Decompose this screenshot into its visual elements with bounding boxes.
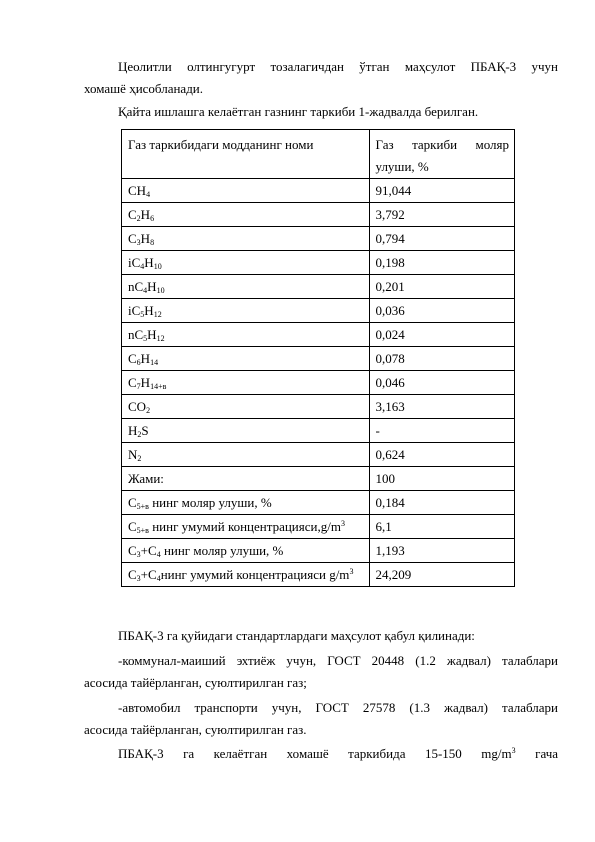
table-row: [122, 203, 515, 227]
component-name: $C_3H_8$: [122, 227, 370, 251]
table-row: [122, 227, 515, 251]
c3c4-molar-value: 1,193: [369, 539, 514, 563]
table-row-c5-molar: [122, 491, 515, 515]
table-row: [122, 275, 515, 299]
c5-concentration-label: $C_{5+в}$ нинг умумий $концентрацияси,g/m^3$: [122, 515, 370, 539]
c5-molar-value: 0,184: [369, 491, 514, 515]
intro-line-1: Цеолитли олтингугурт тозалагичдан ўтган маҳсулот ПБАҚ-3 учун: [118, 59, 558, 74]
gas-composition-table: [121, 129, 515, 587]
component-name: $iC_5H_{12}$: [122, 299, 370, 323]
component-value: -: [369, 419, 514, 443]
table-row: [122, 299, 515, 323]
table-row: [122, 443, 515, 467]
c3c4-concentration-label: $C_3+C_4нинг$ умумий концентрацияси $g/m^3$: [122, 563, 370, 587]
c5-concentration-value: 6,1: [369, 515, 514, 539]
component-value: 91,044: [369, 179, 514, 203]
feedstock-paragraph: ПБАҚ-3 га келаётган хомашё таркибида 15-150 $mg/m^3$ гача: [118, 746, 559, 761]
table-row: [122, 179, 515, 203]
total-value: 100: [369, 467, 514, 491]
component-value: 0,024: [369, 323, 514, 347]
table-row: [122, 419, 515, 443]
c3c4-concentration-value: 24,209: [369, 563, 514, 587]
total-label: Жами:: [122, 467, 370, 491]
table-row-c5-concentration: [122, 515, 515, 539]
component-value: 0,794: [369, 227, 514, 251]
component-value: 0,046: [369, 371, 514, 395]
component-value: 3,792: [369, 203, 514, 227]
component-value: 0,078: [369, 347, 514, 371]
table-reference-paragraph: Қайта ишлашга келаётган газнинг таркиби 1-жадвалда берилган.: [118, 104, 479, 119]
intro-line-2: хомашё ҳисобланади.: [84, 81, 204, 96]
table-row: [122, 371, 515, 395]
standards-intro-paragraph: ПБАҚ-3 га қуйидаги стандартлардаги маҳсулот қабул қилинади:: [118, 628, 475, 643]
component-name: $C_6H_{14}$: [122, 347, 370, 371]
table-row-total: [122, 467, 515, 491]
component-name: $C_2H_6$: [122, 203, 370, 227]
component-value: 3,163: [369, 395, 514, 419]
automotive-gas-paragraph: -автомобил транспорти учун, ГОСТ 27578 (1.3 жадвал) талаблари асосида тайёрланган, суюлтирилган газ.: [84, 700, 558, 737]
c5-molar-label: $C_{5+в}$ нинг моляр улуши, %: [122, 491, 370, 515]
table-row: [122, 347, 515, 371]
header-substance: Газ таркибидаги модданинг номи: [122, 130, 370, 179]
component-name: $CH_4$: [122, 179, 370, 203]
component-name: $C_7H_{14+в}$: [122, 371, 370, 395]
communal-gas-paragraph: -коммунал-маиший эхтиёж учун, ГОСТ 20448 (1.2 жадвал) талаблари асосида тайёрланган, суюлтирилган газ;: [84, 653, 558, 690]
c3c4-molar-label: $C_3+C_4$ нинг моляр улуши, %: [122, 539, 370, 563]
intro-paragraph: [84, 56, 558, 100]
component-name: $H_2S$: [122, 419, 370, 443]
table-row: [122, 395, 515, 419]
component-value: 0,198: [369, 251, 514, 275]
header-molar-fraction: Газ таркиби моляр улуши, %: [369, 130, 514, 179]
component-name: $N_2$: [122, 443, 370, 467]
table-row: [122, 251, 515, 275]
component-value: 0,036: [369, 299, 514, 323]
component-name: $iC_4H_{10}$: [122, 251, 370, 275]
component-value: 0,201: [369, 275, 514, 299]
component-name: $nC_5H_{12}$: [122, 323, 370, 347]
table-row-c3c4-concentration: [122, 563, 515, 587]
component-name: $nC_4H_{10}$: [122, 275, 370, 299]
component-name: $CO_2$: [122, 395, 370, 419]
component-value: 0,624: [369, 443, 514, 467]
table-header-row: [122, 130, 515, 179]
table-row-c3c4-molar: [122, 539, 515, 563]
table-row: [122, 323, 515, 347]
